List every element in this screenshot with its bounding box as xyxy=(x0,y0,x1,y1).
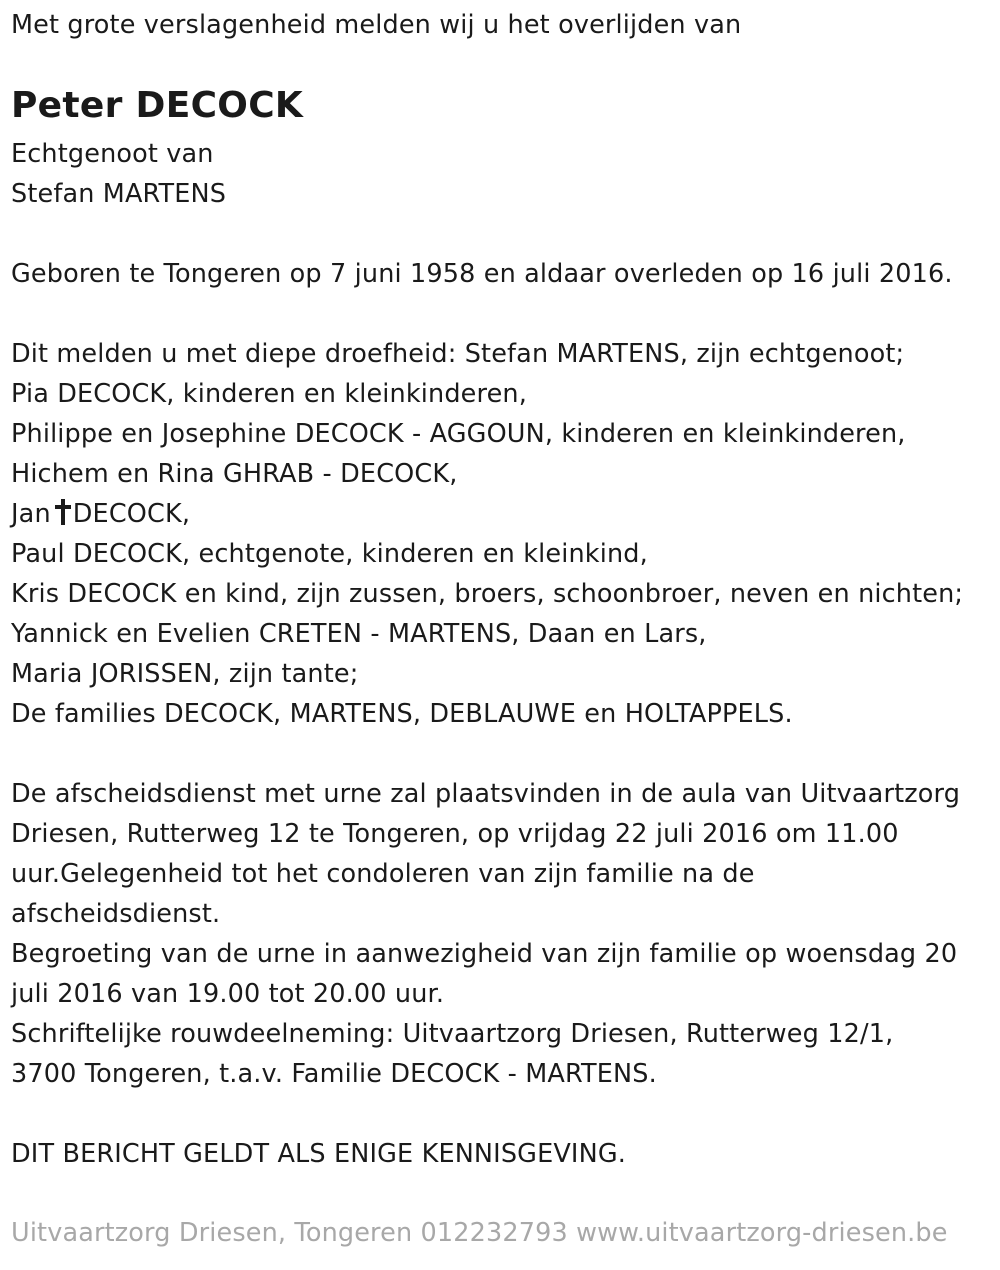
intro-text: Met grote verslagenheid melden wij u het overlijden van xyxy=(11,10,742,40)
service-line: uur.Gelegenheid tot het condoleren van zijn familie na de xyxy=(11,859,755,889)
family-section xyxy=(11,334,963,734)
service-line: Begroeting van de urne in aanwezigheid van zijn familie op woensdag 20 xyxy=(11,939,958,969)
cross-icon xyxy=(55,499,71,525)
spouse-section xyxy=(11,134,226,214)
birth-death-text: Geboren te Tongeren op 7 juni 1958 en aldaar overleden op 16 juli 2016. xyxy=(11,259,953,289)
family-line: Hichem en Rina GHRAB - DECOCK, xyxy=(11,459,458,489)
service-section xyxy=(11,774,960,1094)
family-line xyxy=(11,494,963,534)
notice-text: DIT BERICHT GELDT ALS ENIGE KENNISGEVING. xyxy=(11,1139,626,1169)
service-line: 3700 Tongeren, t.a.v. Familie DECOCK - MARTENS. xyxy=(11,1059,657,1089)
family-line: Philippe en Josephine DECOCK - AGGOUN, kinderen en kleinkinderen, xyxy=(11,419,906,449)
family-member-first-name: Jan xyxy=(11,499,51,529)
birth-death-section xyxy=(11,254,953,294)
family-line: Kris DECOCK en kind, zijn zussen, broers, schoonbroer, neven en nichten; xyxy=(11,579,964,609)
family-line: Paul DECOCK, echtgenote, kinderen en kleinkind, xyxy=(11,539,648,569)
spouse-label: Echtgenoot van xyxy=(11,139,214,169)
funeral-home-footer: Uitvaartzorg Driesen, Tongeren 012232793 www.uitvaartzorg-driesen.be xyxy=(11,1218,948,1248)
family-line: Maria JORISSEN, zijn tante; xyxy=(11,659,359,689)
service-line: De afscheidsdienst met urne zal plaatsvinden in de aula van Uitvaartzorg xyxy=(11,779,961,809)
service-line: afscheidsdienst. xyxy=(11,899,221,929)
family-line: Dit melden u met diepe droefheid: Stefan MARTENS, zijn echtgenoot; xyxy=(11,339,905,369)
spouse-name: Stefan MARTENS xyxy=(11,179,227,209)
service-line: Schriftelijke rouwdeelneming: Uitvaartzorg Driesen, Rutterweg 12/1, xyxy=(11,1019,894,1049)
family-line: De families DECOCK, MARTENS, DEBLAUWE en HOLTAPPELS. xyxy=(11,699,793,729)
family-member-surname: DECOCK, xyxy=(72,499,191,529)
family-line: Pia DECOCK, kinderen en kleinkinderen, xyxy=(11,379,527,409)
service-line: juli 2016 van 19.00 tot 20.00 uur. xyxy=(11,979,445,1009)
service-line: Driesen, Rutterweg 12 te Tongeren, op vrijdag 22 juli 2016 om 11.00 xyxy=(11,819,899,849)
deceased-name: Peter DECOCK xyxy=(11,85,304,126)
notice-section xyxy=(11,1134,626,1174)
family-line: Yannick en Evelien CRETEN - MARTENS, Daan en Lars, xyxy=(11,619,707,649)
